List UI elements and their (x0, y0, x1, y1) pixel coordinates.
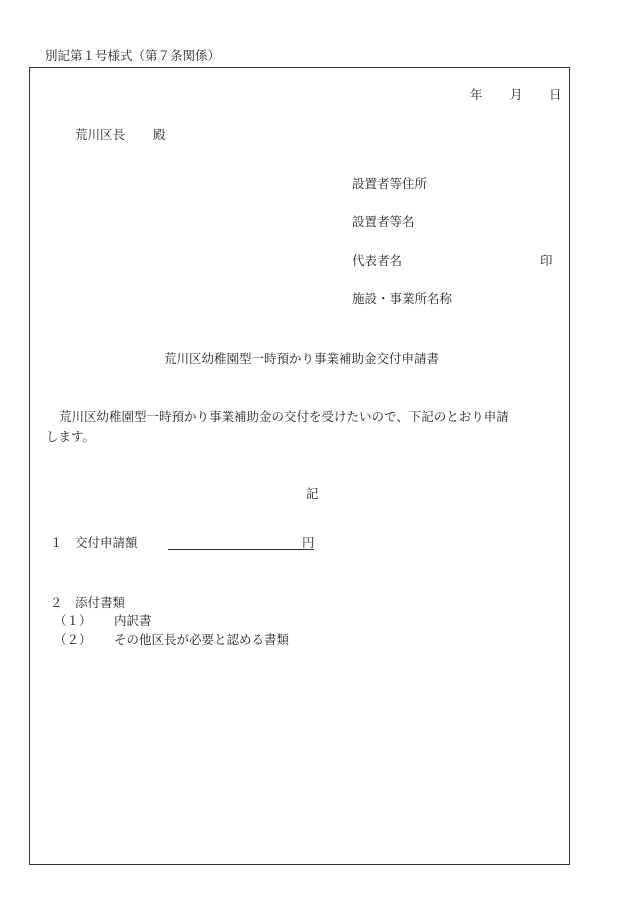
applicant-name-label: 設置者等名 (352, 214, 415, 229)
item2-label: 添付書類 (75, 595, 126, 610)
body-text-line1: 荒川区幼稚園型一時預かり事業補助金の交付を受けたいので、下記のとおり申請 (59, 409, 509, 424)
date-year: 年 (470, 87, 483, 102)
item2-number: ２ (50, 595, 63, 610)
form-label: 別記第１号様式（第７条関係） (45, 48, 221, 63)
subitem-1-number: （１） (54, 613, 92, 628)
body-text-line2: します。 (46, 429, 96, 444)
subitem-2-text: その他区長が必要と認める書類 (114, 632, 290, 647)
form-frame (29, 67, 570, 865)
amount-input-line (168, 549, 314, 550)
applicant-address-label: 設置者等住所 (352, 176, 428, 191)
addressee-honorific: 殿 (153, 127, 166, 142)
date-day: 日 (549, 87, 562, 102)
subitem-2-number: （２） (54, 632, 92, 647)
facility-label: 施設・事業所名称 (352, 291, 453, 306)
ki-heading: 記 (306, 486, 319, 501)
document-title: 荒川区幼稚園型一時預かり事業補助金交付申請書 (164, 351, 440, 366)
subitem-1-text: 内訳書 (114, 613, 152, 628)
item1-number: １ (50, 535, 63, 550)
representative-label: 代表者名 (352, 253, 403, 268)
date-month: 月 (510, 87, 523, 102)
seal-mark: 印 (540, 253, 553, 268)
item1-label: 交付申請額 (75, 535, 138, 550)
item1-unit: 円 (302, 535, 315, 550)
addressee-name: 荒川区長 (75, 127, 126, 142)
